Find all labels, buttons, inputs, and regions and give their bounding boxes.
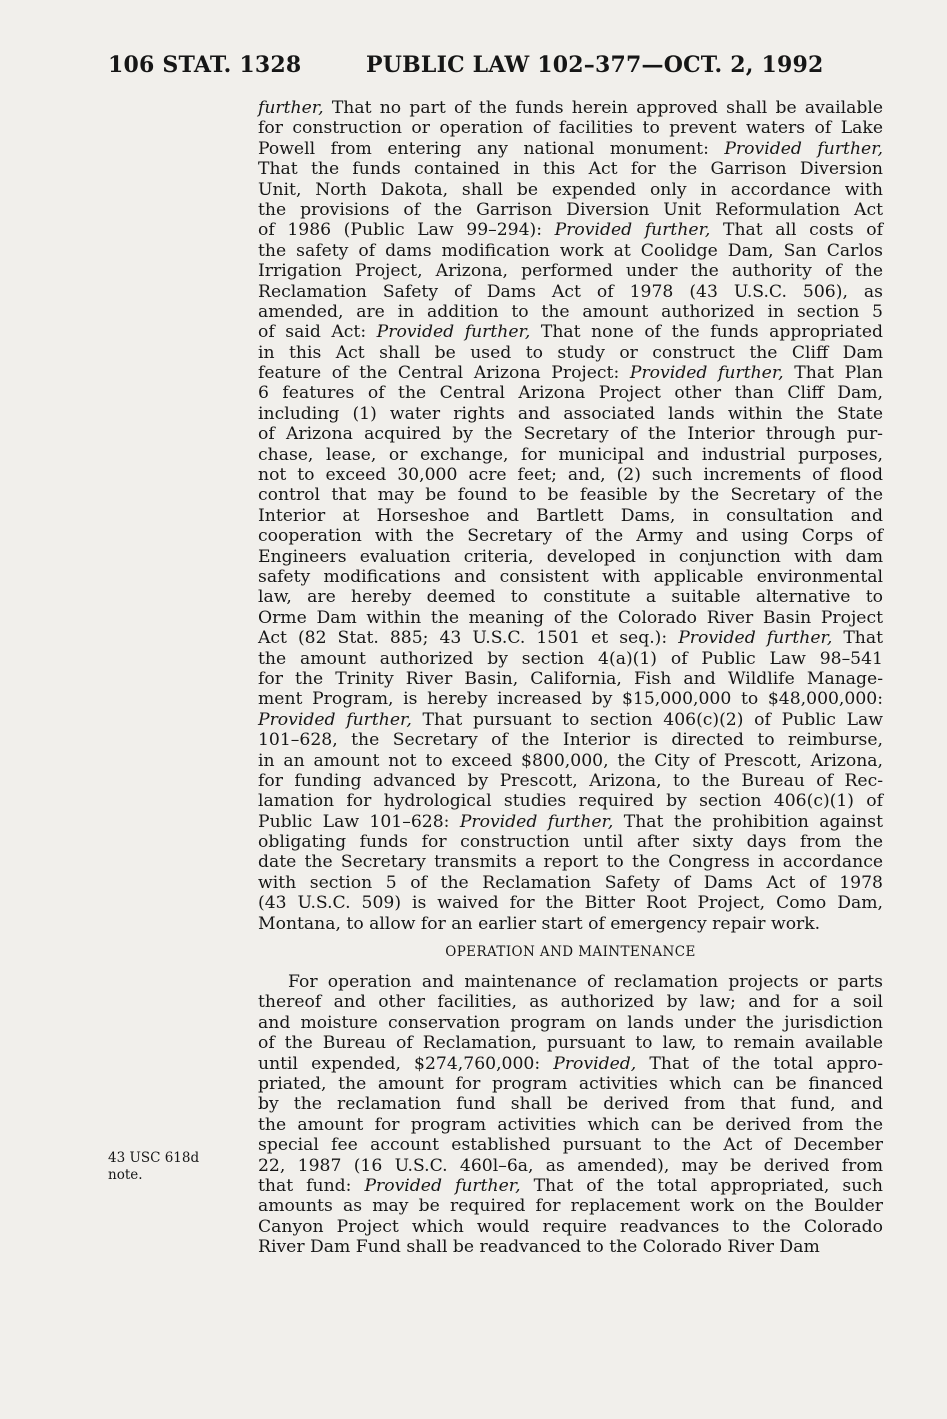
- text-line: [258, 608, 883, 628]
- text-run: control that may be found to be feasible by the Secretary of the: [258, 485, 883, 506]
- text-run: 22, 1987 (16 U.S.C. 460l–6a, as amended), may be derived from: [258, 1155, 883, 1176]
- text-line: [258, 567, 883, 587]
- law-reference: PUBLIC LAW 102–377—OCT. 2, 1992: [366, 52, 824, 78]
- margin-note: [108, 1150, 228, 1184]
- text-line: [258, 1156, 883, 1176]
- text-run: by the reclamation fund shall be derived from that fund, and: [258, 1094, 883, 1115]
- text-run: That: [832, 628, 884, 649]
- text-run: feature of the Central Arizona Project:: [258, 363, 630, 384]
- text-line: [258, 547, 883, 567]
- text-line: [258, 1033, 883, 1053]
- text-run: That the funds contained in this Act for the Garrison Diversion: [258, 159, 883, 180]
- text-run: That none of the funds appropriated: [530, 322, 884, 343]
- body-text: [258, 98, 883, 1257]
- text-run: amended, are in addition to the amount authorized in section 5: [258, 301, 883, 322]
- text-run: in an amount not to exceed $800,000, the City of Prescott, Arizona,: [258, 750, 883, 771]
- text-run: ment Program, is hereby increased by $15,000,000 to $48,000,000:: [258, 689, 883, 710]
- text-run: for funding advanced by Prescott, Arizona, to the Bureau of Rec-: [258, 770, 883, 791]
- text-run: and moisture conservation program on lands under the jurisdiction: [258, 1012, 883, 1033]
- text-line: [258, 587, 883, 607]
- text-line: [258, 1176, 883, 1196]
- text-line: [258, 98, 883, 118]
- section-heading: OPERATION AND MAINTENANCE: [445, 944, 696, 961]
- text-run: with section 5 of the Reclamation Safety of Dams Act of 1978: [258, 872, 883, 893]
- text-run: lamation for hydrological studies required by section 406(c)(1) of: [258, 791, 883, 812]
- paragraph-continued: [258, 98, 883, 934]
- text-run: that fund:: [258, 1175, 365, 1196]
- text-line: [258, 812, 883, 832]
- text-line: [258, 1013, 883, 1033]
- text-run: That Plan: [783, 363, 884, 384]
- text-run: That of the total appro-: [636, 1053, 883, 1074]
- text-line: [258, 343, 883, 363]
- italic-run: Provided further,: [459, 811, 614, 832]
- text-line: [258, 465, 883, 485]
- text-run: For operation and maintenance of reclamation projects or parts: [288, 972, 883, 993]
- text-line: [258, 363, 883, 383]
- italic-run: Provided further,: [554, 220, 711, 241]
- text-line: [258, 383, 883, 403]
- italic-run: Provided further,: [724, 138, 883, 159]
- text-run: That the prohibition against: [613, 811, 884, 832]
- text-line: [258, 730, 883, 750]
- text-run: 6 features of the Central Arizona Project other than Cliff Dam,: [258, 383, 883, 404]
- text-line: [258, 302, 883, 322]
- text-line: [258, 118, 883, 138]
- italic-run: Provided further,: [364, 1175, 521, 1196]
- text-line: [258, 200, 883, 220]
- text-run: date the Secretary transmits a report to the Congress in accordance: [258, 852, 883, 873]
- text-run: of 1986 (Public Law 99–294):: [258, 220, 555, 241]
- text-line: [258, 1135, 883, 1155]
- text-line: [258, 404, 883, 424]
- text-run: amounts as may be required for replacement work on the Boulder: [258, 1196, 883, 1217]
- text-line: [258, 485, 883, 505]
- text-line: [258, 159, 883, 179]
- text-line: [258, 914, 883, 934]
- text-line: [258, 669, 883, 689]
- text-line: [258, 751, 883, 771]
- text-run: special fee account established pursuant to the Act of December: [258, 1135, 883, 1156]
- text-line: [258, 241, 883, 261]
- text-line: [258, 852, 883, 872]
- text-line: [258, 972, 883, 992]
- text-line: [258, 710, 883, 730]
- text-run: That all costs of: [710, 220, 884, 241]
- italic-run: Provided further,: [678, 628, 833, 649]
- text-run: Montana, to allow for an earlier start of emergency repair work.: [258, 913, 821, 934]
- text-run: for the Trinity River Basin, California, Fish and Wildlife Manage-: [258, 668, 883, 689]
- text-line: [258, 1217, 883, 1237]
- text-run: the amount authorized by section 4(a)(1) of Public Law 98–541: [258, 648, 883, 669]
- text-line: [258, 832, 883, 852]
- text-run: obligating funds for construction until after sixty days from the: [258, 832, 883, 853]
- text-line: [258, 526, 883, 546]
- text-line: [258, 322, 883, 342]
- text-run: chase, lease, or exchange, for municipal and industrial purposes,: [258, 444, 883, 465]
- paragraph-operation-maintenance: [258, 972, 883, 1257]
- text-line: [258, 689, 883, 709]
- text-run: the safety of dams modification work at Coolidge Dam, San Carlos: [258, 240, 883, 261]
- text-line: [258, 771, 883, 791]
- italic-run: Provided further,: [629, 363, 784, 384]
- text-line: [258, 1054, 883, 1074]
- italic-run: Provided,: [553, 1053, 637, 1074]
- text-run: for construction or operation of facilities to prevent waters of Lake: [258, 118, 883, 139]
- text-run: Powell from entering any national monument:: [258, 138, 725, 159]
- text-run: of said Act:: [258, 322, 377, 343]
- page-reference: 106 STAT. 1328: [108, 52, 302, 78]
- text-run: of Arizona acquired by the Secretary of the Interior through pur-: [258, 424, 883, 445]
- italic-run: Provided further,: [258, 709, 412, 730]
- text-line: [258, 180, 883, 200]
- text-run: (43 U.S.C. 509) is waived for the Bitter Root Project, Como Dam,: [258, 893, 883, 914]
- italic-run: further,: [258, 98, 324, 118]
- text-line: [258, 261, 883, 281]
- text-run: That pursuant to section 406(c)(2) of Public Law: [411, 709, 883, 730]
- italic-run: Provided further,: [376, 322, 531, 343]
- text-run: not to exceed 30,000 acre feet; and, (2) such increments of flood: [258, 465, 883, 486]
- text-run: Public Law 101–628:: [258, 811, 460, 832]
- text-run: Unit, North Dakota, shall be expended only in accordance with: [258, 179, 883, 200]
- text-run: Engineers evaluation criteria, developed in conjunction with dam: [258, 546, 883, 567]
- text-run: law, are hereby deemed to constitute a suitable alternative to: [258, 587, 883, 608]
- text-line: [258, 220, 883, 240]
- text-run: safety modifications and consistent with applicable environmental: [258, 566, 883, 587]
- text-line: [258, 628, 883, 648]
- text-line: [258, 1115, 883, 1135]
- text-run: of the Bureau of Reclamation, pursuant to law, to remain available: [258, 1033, 883, 1054]
- text-line: [258, 1237, 883, 1257]
- text-run: River Dam Fund shall be readvanced to the Colorado River Dam: [258, 1237, 820, 1258]
- text-run: in this Act shall be used to study or construct the Cliff Dam: [258, 342, 883, 363]
- text-run: Interior at Horseshoe and Bartlett Dams, in consultation and: [258, 505, 883, 526]
- text-line: [258, 873, 883, 893]
- text-run: the provisions of the Garrison Diversion Unit Reformulation Act: [258, 199, 883, 220]
- text-line: [258, 992, 883, 1012]
- margin-note-citation: 43 USC 618d: [108, 1150, 200, 1166]
- text-run: thereof and other facilities, as authorized by law; and for a soil: [258, 992, 883, 1013]
- text-run: Irrigation Project, Arizona, performed under the authority of the: [258, 261, 883, 282]
- text-run: cooperation with the Secretary of the Army and using Corps of: [258, 526, 883, 547]
- text-line: [258, 1196, 883, 1216]
- text-run: That no part of the funds herein approved shall be available: [323, 98, 883, 118]
- text-run: Orme Dam within the meaning of the Colorado River Basin Project: [258, 607, 883, 628]
- text-run: until expended, $274,760,000:: [258, 1053, 554, 1074]
- text-line: [258, 791, 883, 811]
- text-line: [258, 506, 883, 526]
- margin-note-label: note.: [108, 1167, 143, 1183]
- text-run: Reclamation Safety of Dams Act of 1978 (43 U.S.C. 506), as: [258, 281, 883, 302]
- text-line: [258, 139, 883, 159]
- text-line: [258, 1074, 883, 1094]
- text-run: Canyon Project which would require readvances to the Colorado: [258, 1216, 883, 1237]
- text-line: [258, 282, 883, 302]
- text-line: [258, 445, 883, 465]
- text-line: [258, 1094, 883, 1114]
- text-run: including (1) water rights and associated lands within the State: [258, 403, 883, 424]
- running-head: [108, 52, 868, 82]
- text-line: [258, 424, 883, 444]
- text-line: [258, 893, 883, 913]
- text-run: priated, the amount for program activities which can be financed: [258, 1073, 883, 1094]
- text-run: the amount for program activities which can be derived from the: [258, 1114, 883, 1135]
- text-line: [258, 649, 883, 669]
- text-run: Act (82 Stat. 885; 43 U.S.C. 1501 et seq.):: [258, 628, 679, 649]
- text-run: That of the total appropriated, such: [520, 1175, 883, 1196]
- text-run: 101–628, the Secretary of the Interior is directed to reimburse,: [258, 730, 883, 751]
